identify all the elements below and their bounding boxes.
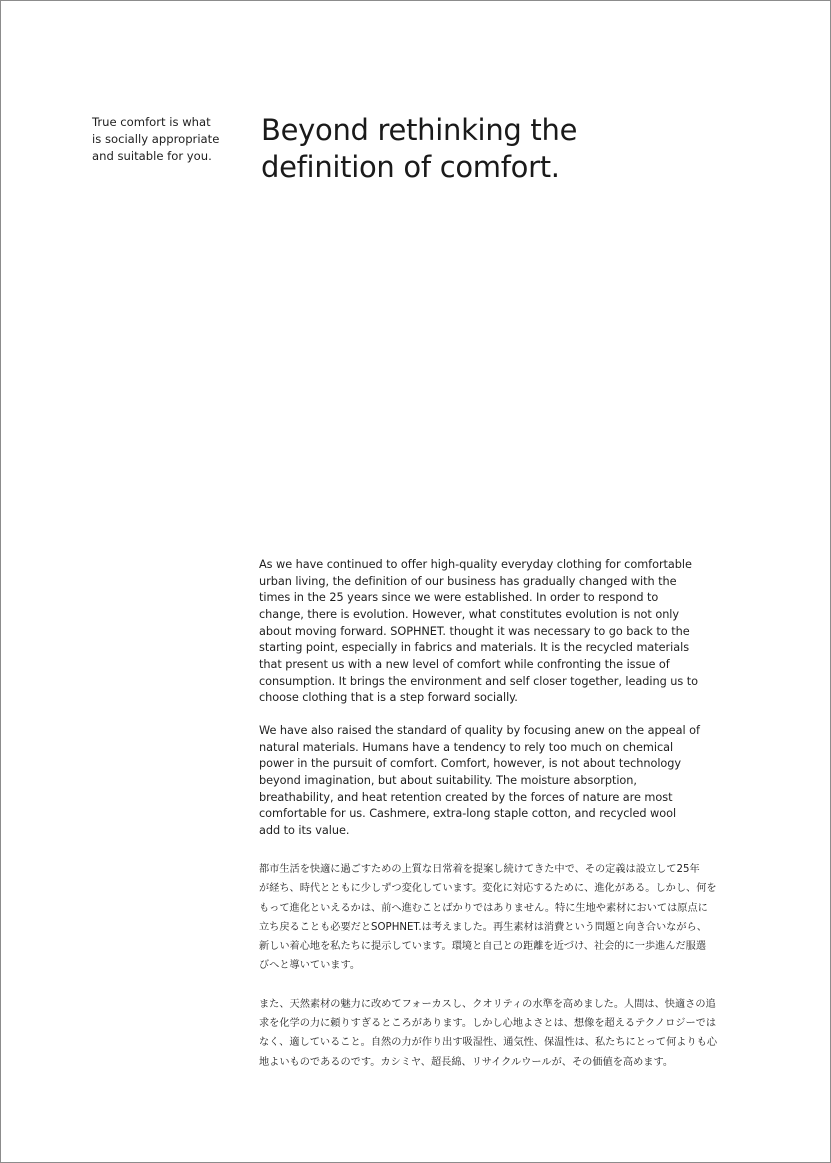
- text-line: 求を化学の力に頼りすぎるところがあります。しかし心地よさとは、想像を超えるテクノロジーでは: [259, 1018, 717, 1030]
- text-line: about moving forward. SOPHNET. thought it was necessary to go back to the: [259, 624, 690, 638]
- japanese-paragraph-2: [259, 995, 734, 1072]
- text-line: choose clothing that is a step forward socially.: [259, 691, 518, 705]
- text-line: beyond imagination, but about suitability. The moisture absorption,: [259, 773, 637, 787]
- headline-line: definition of comfort.: [261, 150, 560, 184]
- english-paragraph-1: [259, 557, 734, 707]
- side-note-line: is socially appropriate: [92, 132, 220, 146]
- text-line: change, there is evolution. However, what constitutes evolution is not only: [259, 607, 680, 621]
- english-body: [259, 557, 734, 840]
- text-line: As we have continued to offer high-quality everyday clothing for comfortable: [259, 558, 692, 571]
- text-line: breathability, and heat retention created by the forces of nature are most: [259, 790, 673, 804]
- text-line: 立ち戻ることも必要だとSOPHNET.は考えました。再生素材は消費という問題と向き合いながら、: [259, 921, 707, 933]
- text-line: times in the 25 years since we were established. In order to respond to: [259, 591, 659, 605]
- text-line: starting point, especially in fabrics and materials. It is the recycled materials: [259, 641, 690, 655]
- japanese-paragraph-1: [259, 860, 734, 976]
- english-paragraph-2: [259, 723, 734, 840]
- text-line: urban living, the definition of our business has gradually changed with the: [259, 574, 677, 588]
- text-line: power in the pursuit of comfort. Comfort, however, is not about technology: [259, 757, 682, 771]
- side-note-line: and suitable for you.: [92, 149, 212, 163]
- text-line: が経ち、時代とともに少しずつ変化しています。変化に対応するために、進化がある。しかし、何を: [259, 883, 717, 895]
- text-line: that present us with a new level of comfort while confronting the issue of: [259, 657, 670, 671]
- text-line: natural materials. Humans have a tendency to rely too much on chemical: [259, 740, 674, 754]
- headline: [261, 112, 781, 186]
- text-line: 新しい着心地を私たちに提示しています。環境と自己との距離を近づけ、社会的に一歩進んだ服選: [259, 941, 707, 953]
- japanese-body: [259, 860, 734, 1072]
- text-line: 地よいものであるのです。カシミヤ、超長綿、リサイクルウールが、その価値を高めます。: [259, 1056, 674, 1068]
- side-note-line: True comfort is what: [92, 115, 211, 129]
- text-line: consumption. It brings the environment and self closer together, leading us to: [259, 674, 698, 688]
- text-line: なく、適していること。自然の力が作り出す吸湿性、通気性、保温性は、私たちにとって何よりも心: [259, 1037, 718, 1049]
- text-line: もって進化といえるかは、前へ進むことばかりではありません。特に生地や素材においては原点に: [259, 902, 708, 914]
- text-line: また、天然素材の魅力に改めてフォーカスし、クオリティの水準を高めました。人間は、快適さの追: [259, 998, 716, 1010]
- text-line: びへと導いています。: [259, 960, 361, 972]
- side-note: [92, 114, 232, 165]
- text-line: add to its value.: [259, 823, 350, 837]
- text-line: We have also raised the standard of quality by focusing anew on the appeal of: [259, 723, 700, 737]
- headline-line: Beyond rethinking the: [261, 113, 578, 147]
- text-line: 都市生活を快適に過ごすための上質な日常着を提案し続けてきた中で、その定義は設立して25年: [259, 864, 700, 875]
- text-line: comfortable for us. Cashmere, extra-long staple cotton, and recycled wool: [259, 807, 677, 821]
